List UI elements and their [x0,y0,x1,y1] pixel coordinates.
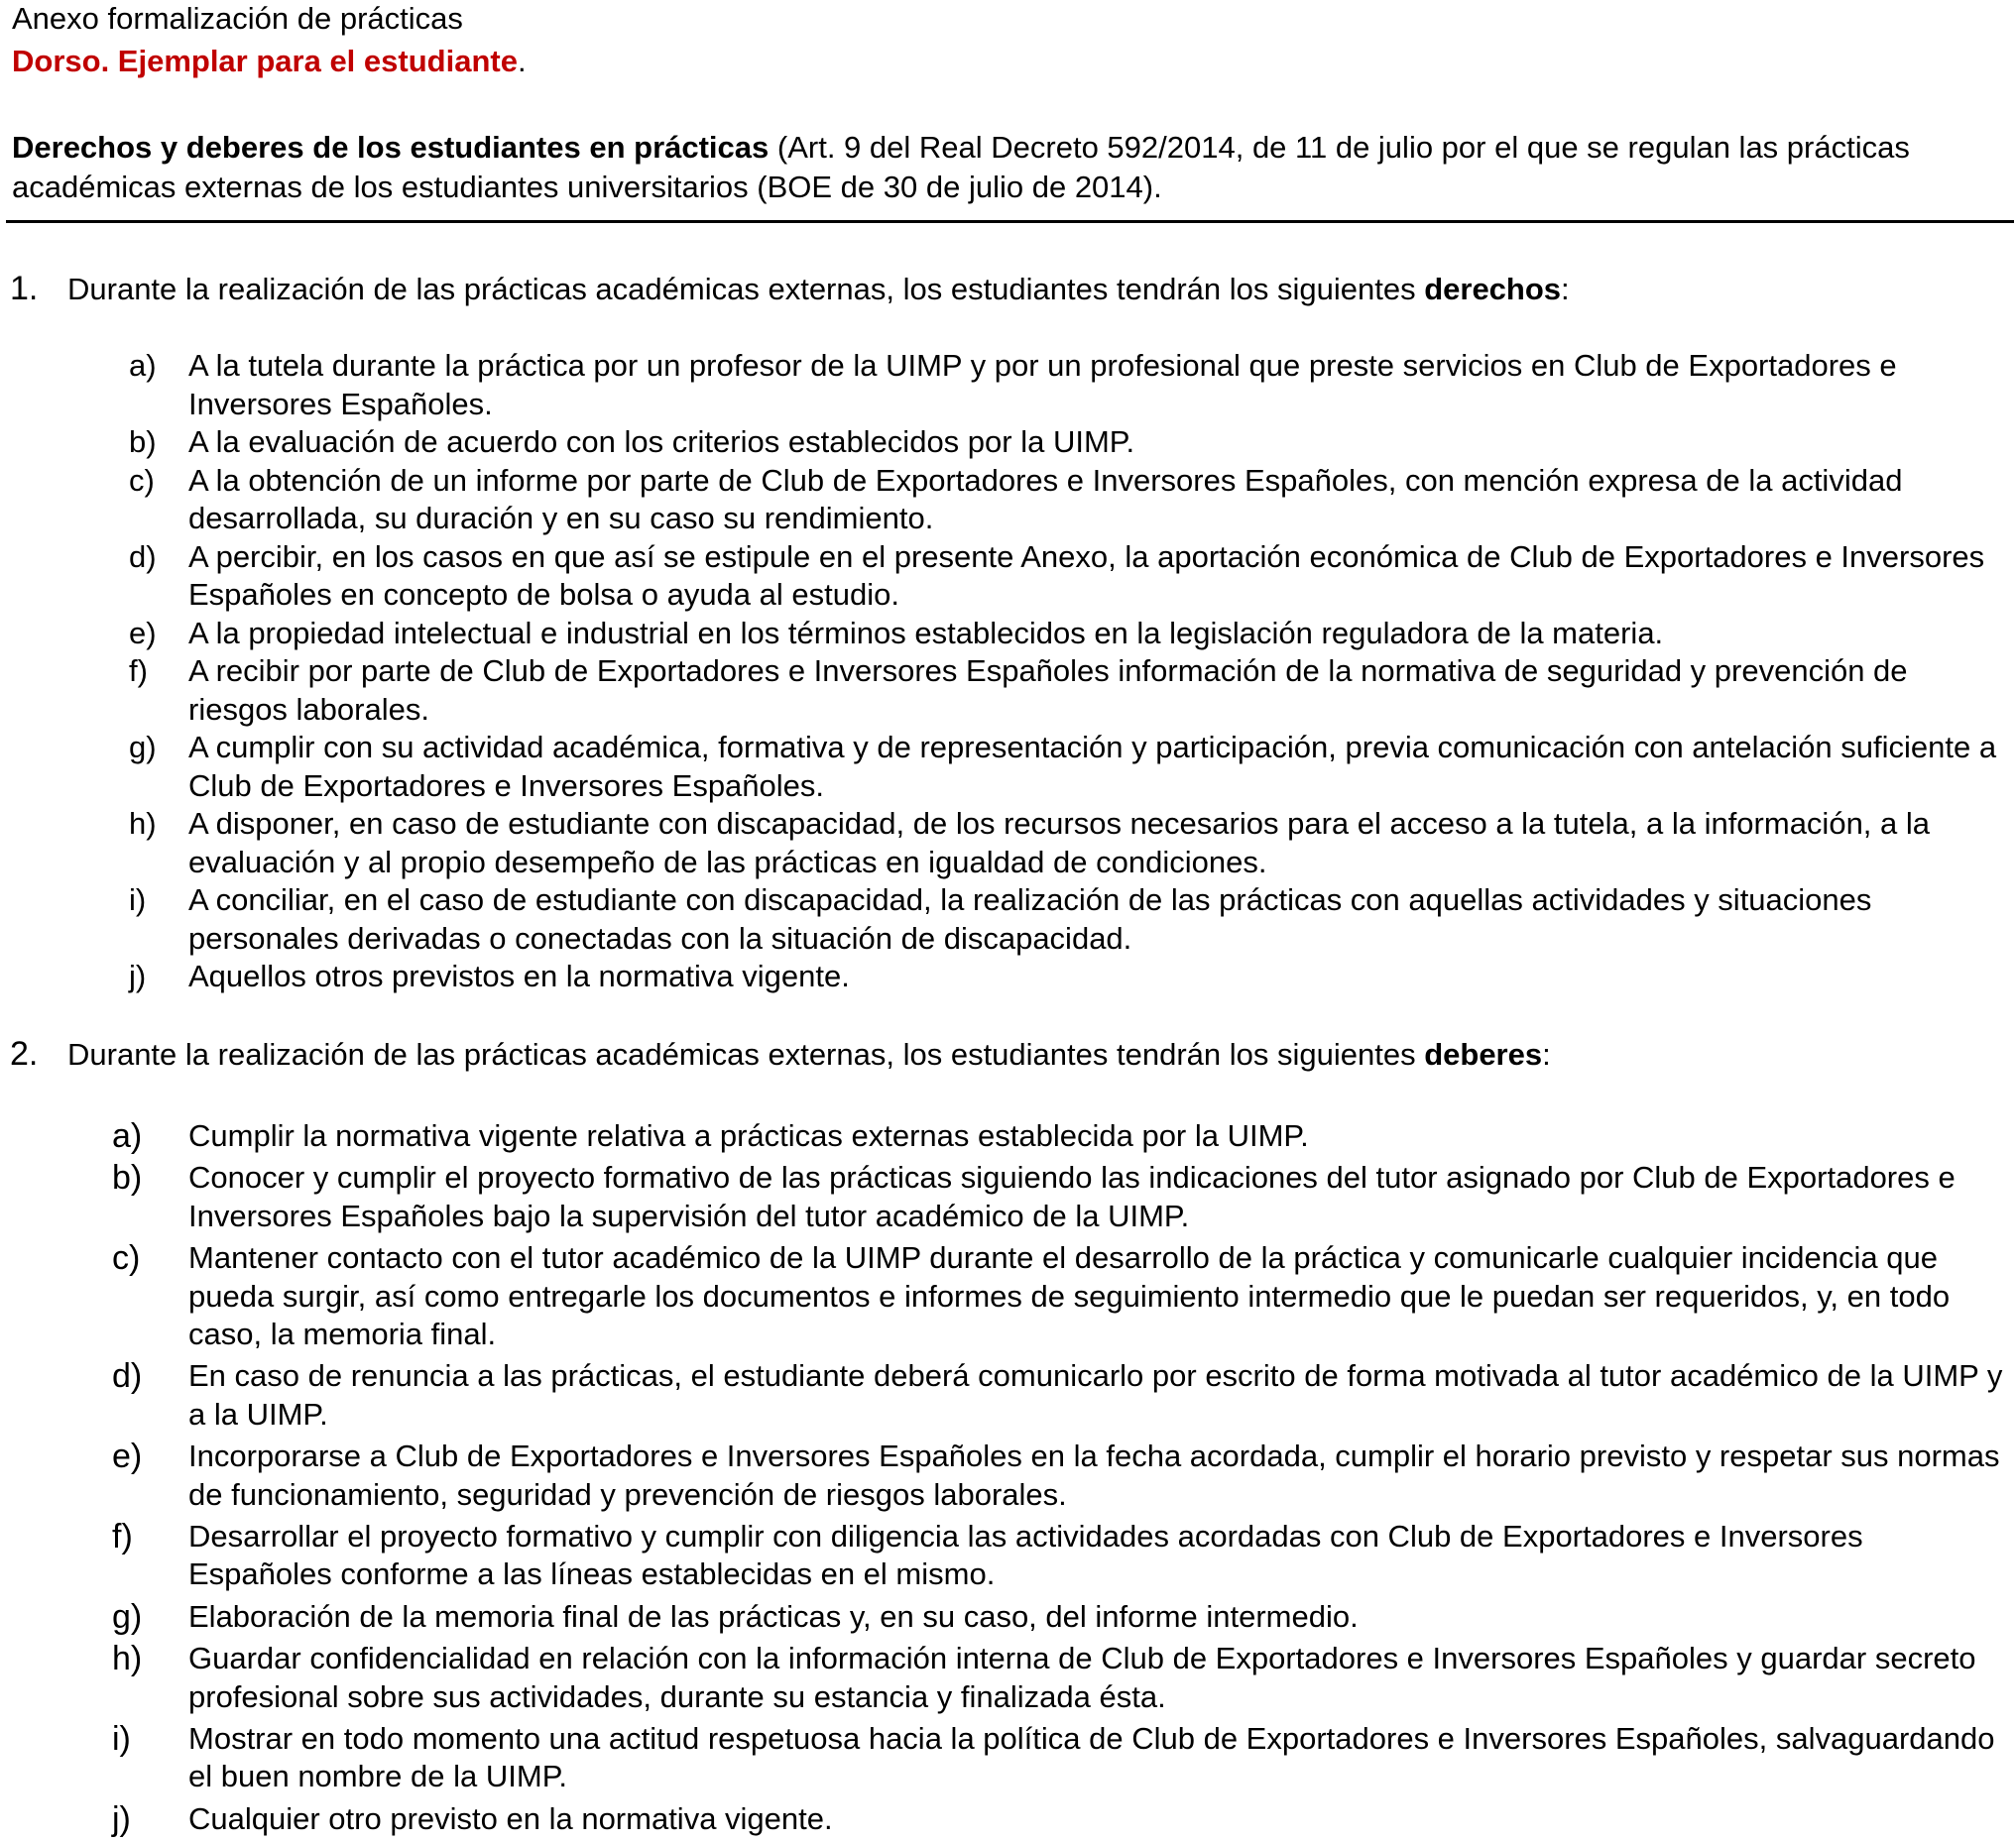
item-text: Guardar confidencialidad en relación con la información interna de Club de Exportadores e Inversores Españoles y guardar secreto profesional sobre sus actividades, durante su estancia y finalizada ésta. [188,1641,1976,1714]
duties-list [0,1117,2016,1842]
list-item [0,652,2016,729]
item-text: Mostrar en todo momento una actitud respetuosa hacia la política de Club de Exportadores e Inversores Españoles, salvaguardando el buen nombre de la UIMP. [188,1720,1995,1794]
section-2-number: 2. [10,1035,39,1073]
list-item [0,462,2016,538]
item-text: A la propiedad intelectual e industrial en los términos establecidos en la legislación reguladora de la materia. [188,615,1664,650]
item-letter: b) [112,1159,143,1198]
section-2-heading [10,1035,1551,1074]
item-letter: f) [112,1517,133,1555]
list-item [0,1438,2016,1514]
rights-list [0,347,2016,996]
item-letter: i) [112,1719,131,1758]
item-letter: g) [129,730,157,764]
item-letter: d) [112,1357,143,1396]
item-text: A cumplir con su actividad académica, formativa y de representación y participación, previa comunicación con antelación suficiente a Club de Exportadores e Inversores Españoles. [188,730,1997,803]
item-text: Cumplir la normativa vigente relativa a prácticas externas establecida por la UIMP. [188,1118,1309,1153]
item-text: A percibir, en los casos en que así se estipule en el presente Anexo, la aportación económica de Club de Exportadores e Inversores Españoles en concepto de bolsa o ayuda al estudio. [188,538,1985,612]
item-letter: b) [129,424,157,459]
list-item [0,347,2016,423]
item-text: A la tutela durante la práctica por un profesor de la UIMP y por un profesional que preste servicios en Club de Exportadores e Inversores Españoles. [188,348,1897,421]
item-letter: e) [129,615,157,650]
intro-paragraph [12,128,2000,207]
item-text: A la evaluación de acuerdo con los criterios establecidos por la UIMP. [188,424,1135,459]
item-letter: e) [112,1438,143,1476]
list-item [0,1640,2016,1716]
list-item [0,1357,2016,1434]
intro-bold-title: Derechos y deberes de los estudiantes en prácticas [12,130,770,165]
item-text: A recibir por parte de Club de Exportadores e Inversores Españoles información de la normativa de seguridad y prevención de riesgos laborales. [188,653,1908,727]
item-letter: c) [129,462,155,498]
item-text: Elaboración de la memoria final de las prácticas y, en su caso, del informe intermedio. [188,1598,1359,1634]
item-text: A la obtención de un informe por parte de Club de Exportadores e Inversores Españoles, con mención expresa de la actividad desarrollada, su duración y en su caso su rendimiento. [188,462,1903,535]
item-text: A conciliar, en el caso de estudiante con discapacidad, la realización de las prácticas con aquellas actividades y situaciones personales derivadas o conectadas con la situación de discapacidad. [188,882,1872,956]
item-letter: i) [129,882,147,917]
item-text: Incorporarse a Club de Exportadores e Inversores Españoles en la fecha acordada, cumplir el horario previsto y respetar sus normas de funcionamiento, seguridad y prevención de riesgos laborales. [188,1439,2000,1512]
list-item [0,423,2016,462]
item-text: Desarrollar el proyecto formativo y cumplir con diligencia las actividades acordadas con Club de Exportadores e Inversores Españoles conforme a las líneas establecidas en el mismo. [188,1518,1863,1592]
dorso-heading [12,43,527,80]
list-item [0,1518,2016,1594]
list-item [0,538,2016,615]
item-text: En caso de renuncia a las prácticas, el estudiante deberá comunicarlo por escrito de forma motivada al tutor académico de la UIMP y a la UIMP. [188,1358,2003,1432]
list-item [0,1117,2016,1156]
item-letter: a) [112,1117,143,1155]
dorso-text: Dorso. Ejemplar para el estudiante [12,44,518,78]
item-letter: a) [129,348,157,383]
list-item [0,881,2016,958]
item-letter: h) [112,1640,143,1678]
item-letter: c) [112,1239,141,1278]
item-text: Cualquier otro previsto en la normativa vigente. [188,1800,833,1836]
dorso-dot: . [517,44,527,78]
section-1-heading [10,270,1570,308]
item-text: Conocer y cumplir el proyecto formativo de las prácticas siguiendo las indicaciones del tutor asignado por Club de Exportadores e Inversores Españoles bajo la supervisión del tutor académico de la UIMP. [188,1160,1956,1233]
section-1-number: 1. [10,270,39,307]
item-letter: j) [129,959,147,993]
list-item [0,1598,2016,1637]
section-2-colon: : [1542,1037,1551,1072]
section-2-lead: Durante la realización de las prácticas académicas externas, los estudiantes tendrán los siguientes [67,1037,1425,1072]
list-item [0,1720,2016,1796]
item-letter: d) [129,538,157,574]
list-item [0,805,2016,881]
list-item [0,1159,2016,1235]
section-1-keyword: derechos [1424,272,1562,306]
item-text: Aquellos otros previstos en la normativa vigente. [188,959,850,993]
list-item [0,958,2016,996]
section-2-keyword: deberes [1424,1037,1543,1072]
list-item [0,615,2016,653]
item-text: Mantener contacto con el tutor académico de la UIMP durante el desarrollo de la práctica y comunicarle cualquier incidencia que pueda surgir, así como entregarle los documentos e informes de seguimiento intermedio que le puedan ser requeridos, y, en todo caso, la memoria final. [188,1240,1951,1352]
intro-reference: (Art. 9 del Real Decreto 592/2014, de 11 de julio por el que se regulan las prácticas académicas externas de los estudiantes universitarios (BOE de 30 de julio de 2014). [12,130,1910,204]
list-item [0,1239,2016,1354]
item-letter: h) [129,806,157,841]
horizontal-divider [6,220,2014,223]
list-item [0,1800,2016,1839]
item-letter: j) [112,1799,131,1838]
item-letter: g) [112,1597,143,1636]
list-item [0,729,2016,805]
section-1-lead: Durante la realización de las prácticas académicas externas, los estudiantes tendrán los siguientes [67,272,1425,306]
annex-title: Anexo formalización de prácticas [12,1,463,36]
item-text: A disponer, en caso de estudiante con discapacidad, de los recursos necesarios para el acceso a la tutela, a la información, a la evaluación y al propio desempeño de las prácticas en igualdad de condiciones. [188,806,1931,879]
item-letter: f) [129,653,148,688]
section-1-colon: : [1561,272,1570,306]
